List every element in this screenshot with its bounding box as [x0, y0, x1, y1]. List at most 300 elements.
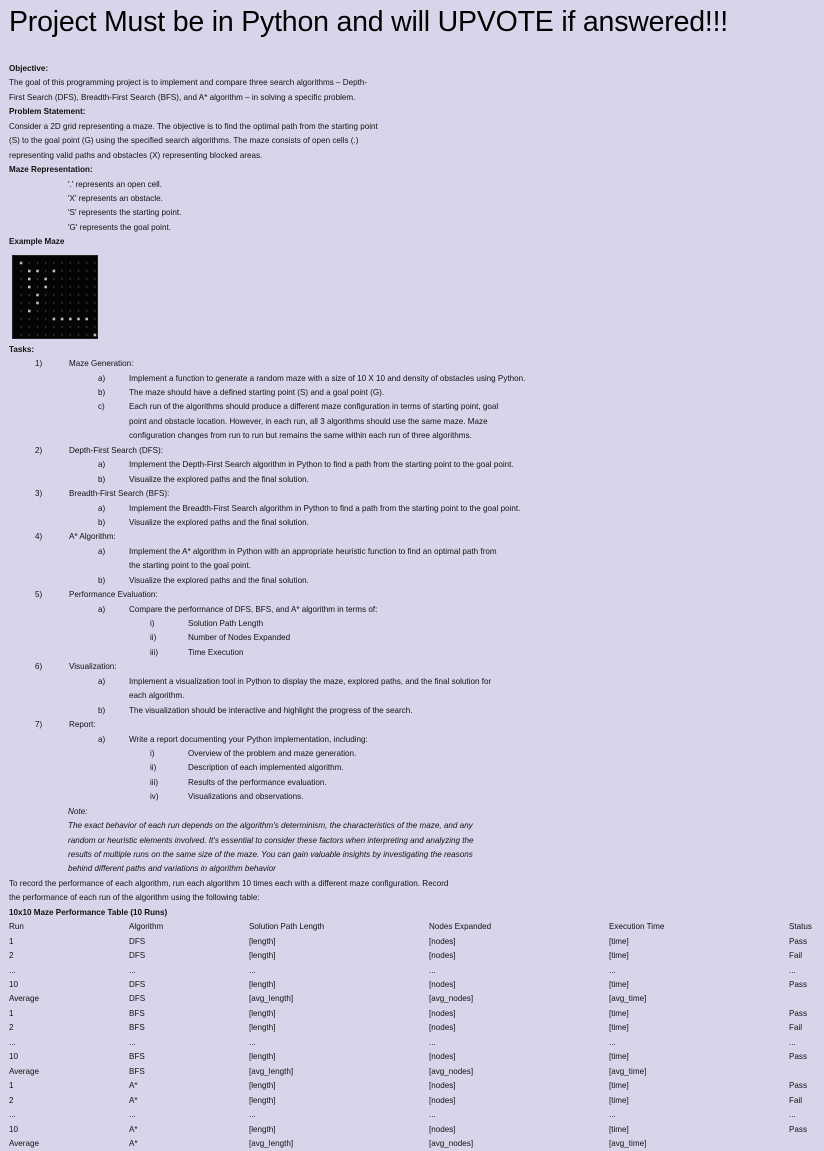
- maze-open-cell: [37, 262, 38, 263]
- subtask-text: Visualize the explored paths and the final solution.: [129, 474, 309, 484]
- maze-open-cell: [94, 318, 95, 319]
- maze-obstacle-cell: [36, 269, 39, 272]
- table-cell: Pass: [789, 980, 807, 989]
- table-cell: BFS: [129, 1066, 145, 1076]
- table-cell: [length]: [249, 951, 276, 961]
- table-cell: ...: [9, 1037, 16, 1047]
- objective-heading: Objective:: [9, 64, 49, 73]
- maze-open-cell: [94, 262, 95, 263]
- table-cell: [nodes]: [429, 1008, 456, 1018]
- subtask-item: [9, 458, 819, 472]
- point-text: Solution Path Length: [188, 619, 264, 628]
- subtask-item: [9, 603, 819, 617]
- maze-open-cell: [37, 326, 38, 327]
- table-cell: A*: [129, 1095, 138, 1105]
- maze-open-cell: [78, 262, 79, 263]
- maze-open-cell: [37, 334, 38, 335]
- subtask-point: [9, 776, 819, 790]
- table-cell: Average: [9, 1138, 39, 1148]
- table-cell: ...: [609, 1037, 616, 1047]
- objective-line: First Search (DFS), Breadth-First Search (BFS), and A* algorithm – in solving a specific problem.: [9, 92, 356, 102]
- table-row: [9, 1137, 819, 1151]
- maze-open-cell: [70, 286, 71, 287]
- table-cell: [time]: [609, 1124, 629, 1134]
- maze-open-cell: [45, 326, 46, 327]
- task-item: [9, 530, 819, 544]
- table-cell: 2: [9, 1095, 14, 1105]
- table-cell: [nodes]: [429, 1124, 456, 1134]
- task-number: 1): [35, 359, 43, 369]
- note-block: [9, 805, 518, 877]
- maze-open-cell: [86, 302, 87, 303]
- maze-open-cell: [53, 294, 54, 295]
- table-cell: [length]: [249, 1124, 276, 1134]
- maze-open-cell: [70, 278, 71, 279]
- table-cell: [time]: [609, 936, 629, 946]
- maze-rep-item: 'S' represents the starting point.: [68, 208, 182, 218]
- table-cell: 1: [9, 1081, 14, 1091]
- maze-rep-item: 'G' represents the goal point.: [68, 222, 171, 232]
- maze-open-cell: [29, 302, 30, 303]
- table-row: [9, 978, 819, 992]
- maze-open-cell: [78, 302, 79, 303]
- subtask-label: a): [98, 734, 106, 744]
- subtask-text: the starting point to the goal point.: [129, 561, 251, 571]
- maze-open-cell: [62, 286, 63, 287]
- table-cell: ...: [609, 1110, 616, 1120]
- column-header: Execution Time: [609, 922, 665, 932]
- table-cell: [time]: [609, 1052, 629, 1062]
- table-cell: ...: [609, 965, 616, 975]
- point-label: iv): [150, 792, 159, 802]
- table-cell: [nodes]: [429, 980, 456, 989]
- point-label: i): [150, 748, 155, 758]
- subtask-item: [9, 675, 819, 704]
- subtask-text: Write a report documenting your Python implementation, including:: [129, 734, 368, 744]
- table-cell: BFS: [129, 1008, 145, 1018]
- task-number: 3): [35, 489, 43, 499]
- table-cell: ...: [789, 1037, 796, 1047]
- table-cell: [length]: [249, 1023, 276, 1033]
- table-cell: [time]: [609, 951, 629, 961]
- column-header: Run: [9, 922, 24, 932]
- maze-obstacle-cell: [44, 277, 47, 280]
- maze-open-cell: [29, 326, 30, 327]
- maze-open-cell: [94, 294, 95, 295]
- table-row: [9, 992, 819, 1006]
- table-cell: [time]: [609, 1023, 629, 1033]
- maze-open-cell: [37, 286, 38, 287]
- subtask-label: b): [98, 575, 106, 585]
- subtask-point: [9, 617, 819, 631]
- maze-open-cell: [37, 278, 38, 279]
- table-row: [9, 1108, 819, 1122]
- maze-open-cell: [37, 318, 38, 319]
- maze-open-cell: [53, 262, 54, 263]
- document-body: [9, 62, 819, 1151]
- maze-open-cell: [62, 270, 63, 271]
- subtask-point: [9, 790, 819, 804]
- maze-obstacle-cell: [85, 317, 88, 320]
- maze-open-cell: [94, 302, 95, 303]
- maze-open-cell: [29, 294, 30, 295]
- task-number: 2): [35, 445, 43, 455]
- table-cell: Pass: [789, 936, 807, 946]
- record-line: To record the performance of each algorithm, run each algorithm 10 times each with a different maze configuration. Record: [9, 878, 449, 888]
- table-cell: A*: [129, 1138, 138, 1148]
- maze-open-cell: [86, 262, 87, 263]
- table-cell: [789, 1137, 819, 1151]
- subtask-text: Compare the performance of DFS, BFS, and A* algorithm in terms of:: [129, 604, 378, 614]
- problem-line: (S) to the goal point (G) using the specified search algorithms. The maze consists of open cells (.): [9, 136, 359, 146]
- table-cell: [time]: [609, 1008, 629, 1018]
- table-cell: ...: [9, 1110, 16, 1120]
- subtask-text: point and obstacle location. However, in each run, all 3 algorithms should use the same maze. Maze: [129, 416, 488, 426]
- table-cell: Average: [9, 1066, 39, 1076]
- maze-grid-graphic: [13, 256, 97, 338]
- maze-goal-cell: [94, 333, 97, 336]
- subtask-label: a): [98, 546, 106, 556]
- subtask-text: Each run of the algorithms should produce a different maze configuration in terms of starting point, goal: [129, 402, 499, 412]
- table-cell: 2: [9, 1023, 14, 1033]
- maze-open-cell: [29, 262, 30, 263]
- table-row: [9, 1123, 819, 1137]
- maze-obstacle-cell: [28, 277, 31, 280]
- task-item: [9, 357, 819, 371]
- table-cell: [length]: [249, 1095, 276, 1105]
- table-cell: [length]: [249, 1008, 276, 1018]
- table-body: [9, 935, 819, 1151]
- maze-open-cell: [70, 262, 71, 263]
- subtask-text: each algorithm.: [129, 691, 185, 701]
- subtask-item: [9, 473, 819, 487]
- subtask-text: Visualize the explored paths and the final solution.: [129, 575, 309, 585]
- subtask-text: Implement the A* algorithm in Python with an appropriate heuristic function to find an optimal path from: [129, 546, 497, 556]
- problem-heading: Problem Statement:: [9, 107, 86, 117]
- table-cell: Fail: [789, 1095, 803, 1105]
- maze-open-cell: [78, 334, 79, 335]
- table-cell: [time]: [609, 1081, 629, 1091]
- table-cell: BFS: [129, 1023, 145, 1033]
- table-cell: [length]: [249, 1052, 276, 1062]
- table-cell: ...: [129, 965, 136, 975]
- subtask-point: [9, 646, 819, 660]
- maze-open-cell: [78, 270, 79, 271]
- maze-open-cell: [86, 294, 87, 295]
- subtask-text: configuration changes from run to run but remains the same within each run of three algorithms.: [129, 431, 472, 441]
- note-line: random or heuristic elements involved. It's essential to consider these factors when interpreting and analyzing the: [68, 835, 474, 845]
- table-row: [9, 1065, 819, 1079]
- column-header: Status: [789, 922, 812, 932]
- point-text: Number of Nodes Expanded: [188, 633, 291, 643]
- maze-open-cell: [21, 302, 22, 303]
- maze-open-cell: [53, 286, 54, 287]
- maze-open-cell: [45, 302, 46, 303]
- table-cell: [length]: [249, 980, 276, 989]
- table-cell: ...: [429, 1110, 436, 1120]
- maze-open-cell: [70, 310, 71, 311]
- column-header: Solution Path Length: [249, 922, 325, 932]
- maze-open-cell: [21, 334, 22, 335]
- table-cell: DFS: [129, 936, 146, 946]
- table-cell: [time]: [609, 980, 629, 989]
- task-title: A* Algorithm:: [69, 532, 116, 542]
- point-text: Time Execution: [188, 647, 244, 657]
- example-maze-image: [12, 255, 98, 339]
- task-item: [9, 660, 819, 674]
- point-label: iii): [150, 777, 159, 787]
- maze-open-cell: [53, 334, 54, 335]
- subtask-point: [9, 747, 819, 761]
- maze-obstacle-cell: [28, 285, 31, 288]
- table-cell: 2: [9, 951, 14, 961]
- subtask-label: a): [98, 604, 106, 614]
- point-text: Overview of the problem and maze generation.: [188, 748, 357, 758]
- table-cell: [nodes]: [429, 1052, 456, 1062]
- maze-open-cell: [86, 326, 87, 327]
- subtask-item: [9, 545, 819, 574]
- table-row: [9, 1036, 819, 1050]
- maze-open-cell: [21, 270, 22, 271]
- performance-table: [9, 920, 819, 1151]
- table-cell: Fail: [789, 951, 803, 961]
- maze-open-cell: [78, 294, 79, 295]
- table-row: [9, 964, 819, 978]
- subtask-text: The maze should have a defined starting point (S) and a goal point (G).: [129, 388, 385, 397]
- point-label: i): [150, 619, 155, 628]
- maze-open-cell: [21, 286, 22, 287]
- subtask-point: [9, 631, 819, 645]
- problem-line: Consider a 2D grid representing a maze. The objective is to find the optimal path from the starting point: [9, 121, 378, 131]
- maze-open-cell: [37, 310, 38, 311]
- maze-open-cell: [53, 278, 54, 279]
- point-label: iii): [150, 647, 159, 657]
- maze-open-cell: [94, 326, 95, 327]
- maze-open-cell: [62, 278, 63, 279]
- maze-open-cell: [94, 270, 95, 271]
- maze-open-cell: [53, 302, 54, 303]
- subtask-item: [9, 400, 819, 443]
- table-cell: Average: [9, 994, 39, 1004]
- maze-open-cell: [86, 286, 87, 287]
- table-cell: DFS: [129, 994, 146, 1004]
- table-cell: [avg_time]: [609, 994, 647, 1004]
- maze-open-cell: [21, 326, 22, 327]
- maze-open-cell: [21, 294, 22, 295]
- maze-open-cell: [53, 310, 54, 311]
- maze-open-cell: [62, 262, 63, 263]
- maze-obstacle-cell: [53, 317, 56, 320]
- subtask-item: [9, 574, 819, 588]
- table-cell: Pass: [789, 1081, 807, 1091]
- subtask-label: a): [98, 676, 106, 686]
- table-cell: ...: [429, 965, 436, 975]
- point-text: Description of each implemented algorithm.: [188, 763, 344, 773]
- task-title: Maze Generation:: [69, 359, 134, 369]
- table-cell: ...: [129, 1110, 136, 1120]
- maze-open-cell: [62, 326, 63, 327]
- subtask-text: Implement the Breadth-First Search algorithm in Python to find a path from the starting point to the goal point.: [129, 503, 521, 513]
- subtask-label: b): [98, 474, 106, 484]
- maze-open-cell: [86, 334, 87, 335]
- table-cell: ...: [129, 1037, 136, 1047]
- table-cell: [nodes]: [429, 1081, 456, 1091]
- maze-open-cell: [70, 302, 71, 303]
- table-cell: DFS: [129, 980, 146, 989]
- maze-open-cell: [70, 326, 71, 327]
- table-cell: [length]: [249, 936, 276, 946]
- maze-open-cell: [78, 326, 79, 327]
- table-cell: A*: [129, 1124, 138, 1134]
- task-title: Performance Evaluation:: [69, 590, 158, 600]
- table-cell: 10: [9, 1124, 19, 1134]
- maze-start-cell: [20, 261, 23, 264]
- table-cell: [789, 992, 819, 1006]
- table-cell: 10: [9, 1052, 19, 1062]
- maze-open-cell: [62, 302, 63, 303]
- note-line: behind different paths and variations in algorithm behavior: [68, 864, 276, 874]
- maze-open-cell: [21, 278, 22, 279]
- task-number: 7): [35, 720, 43, 730]
- task-item: [9, 588, 819, 602]
- table-cell: [nodes]: [429, 951, 456, 961]
- task-title: Breadth-First Search (BFS):: [69, 489, 170, 499]
- table-cell: ...: [249, 1110, 256, 1120]
- maze-open-cell: [29, 318, 30, 319]
- table-cell: [nodes]: [429, 1095, 456, 1105]
- table-heading: 10x10 Maze Performance Table (10 Runs): [9, 907, 168, 917]
- subtask-text: Visualize the explored paths and the final solution.: [129, 517, 309, 527]
- table-row: [9, 949, 819, 963]
- tasks-list: [9, 357, 819, 805]
- note-heading: Note:: [68, 806, 88, 816]
- table-cell: ...: [789, 1110, 796, 1120]
- table-cell: Pass: [789, 1124, 807, 1134]
- table-cell: BFS: [129, 1052, 145, 1062]
- example-maze-heading: Example Maze: [9, 237, 65, 247]
- table-cell: A*: [129, 1081, 138, 1091]
- maze-obstacle-cell: [44, 285, 47, 288]
- column-header: Algorithm: [129, 922, 164, 932]
- subtask-text: Implement a function to generate a random maze with a size of 10 X 10 and density of obstacles using Python.: [129, 373, 526, 383]
- table-cell: [avg_time]: [609, 1066, 647, 1076]
- record-line: the performance of each run of the algorithm using the following table:: [9, 893, 260, 903]
- subtask-label: b): [98, 705, 106, 715]
- table-cell: DFS: [129, 951, 146, 961]
- table-cell: 1: [9, 1008, 14, 1018]
- task-number: 4): [35, 532, 43, 542]
- table-cell: ...: [249, 1037, 256, 1047]
- maze-open-cell: [78, 286, 79, 287]
- table-cell: [avg_time]: [609, 1138, 647, 1148]
- maze-obstacle-cell: [28, 269, 31, 272]
- objective-line: The goal of this programming project is to implement and compare three search algorithms – Depth-: [9, 78, 368, 88]
- maze-open-cell: [62, 334, 63, 335]
- table-cell: [789, 1065, 819, 1079]
- table-cell: [length]: [249, 1081, 276, 1091]
- task-number: 5): [35, 590, 43, 600]
- problem-line: representing valid paths and obstacles (X) representing blocked areas.: [9, 150, 263, 160]
- subtask-point: [9, 761, 819, 775]
- maze-open-cell: [86, 310, 87, 311]
- maze-open-cell: [70, 270, 71, 271]
- point-label: ii): [150, 633, 157, 643]
- table-cell: ...: [789, 965, 796, 975]
- maze-open-cell: [86, 270, 87, 271]
- table-cell: [avg_nodes]: [429, 994, 474, 1004]
- table-row: [9, 1050, 819, 1064]
- table-cell: 10: [9, 980, 19, 989]
- table-row: [9, 1007, 819, 1021]
- maze-open-cell: [86, 278, 87, 279]
- subtask-item: [9, 502, 819, 516]
- note-line: results of multiple runs on the same size of the maze. You can gain valuable insights by investigating the reasons: [68, 850, 473, 859]
- table-cell: [avg_nodes]: [429, 1066, 474, 1076]
- maze-representation-heading: Maze Representation:: [9, 165, 93, 175]
- table-cell: [avg_nodes]: [429, 1138, 474, 1148]
- task-title: Depth-First Search (DFS):: [69, 445, 163, 455]
- maze-open-cell: [21, 318, 22, 319]
- task-item: [9, 444, 819, 458]
- maze-obstacle-cell: [77, 317, 80, 320]
- table-cell: [time]: [609, 1095, 629, 1105]
- maze-rep-item: 'X' represents an obstacle.: [68, 193, 163, 203]
- maze-obstacle-cell: [69, 317, 72, 320]
- table-row: [9, 1079, 819, 1093]
- table-cell: ...: [9, 965, 16, 975]
- task-number: 6): [35, 662, 43, 672]
- column-header: Nodes Expanded: [429, 922, 492, 932]
- maze-open-cell: [94, 278, 95, 279]
- table-cell: [avg_length]: [249, 994, 294, 1004]
- maze-open-cell: [94, 286, 95, 287]
- subtask-item: [9, 372, 819, 386]
- point-label: ii): [150, 763, 157, 773]
- subtask-label: b): [98, 388, 106, 397]
- table-cell: [avg_length]: [249, 1066, 294, 1076]
- table-cell: Pass: [789, 1052, 807, 1062]
- maze-open-cell: [70, 334, 71, 335]
- subtask-item: [9, 386, 819, 400]
- table-cell: Fail: [789, 1023, 803, 1033]
- maze-open-cell: [21, 310, 22, 311]
- task-item: [9, 718, 819, 732]
- table-cell: [nodes]: [429, 1023, 456, 1033]
- table-row: [9, 1021, 819, 1035]
- maze-open-cell: [45, 318, 46, 319]
- table-cell: ...: [429, 1037, 436, 1047]
- maze-obstacle-cell: [28, 309, 31, 312]
- subtask-item: [9, 704, 819, 718]
- maze-open-cell: [94, 310, 95, 311]
- table-cell: [avg_length]: [249, 1138, 294, 1148]
- maze-open-cell: [45, 270, 46, 271]
- table-cell: ...: [249, 965, 256, 975]
- maze-open-cell: [29, 334, 30, 335]
- maze-open-cell: [53, 326, 54, 327]
- subtask-text: Implement the Depth-First Search algorithm in Python to find a path from the starting point to the goal point.: [129, 460, 514, 470]
- maze-open-cell: [78, 278, 79, 279]
- note-line: The exact behavior of each run depends on the algorithm's determinism, the characteristics of the maze, and any: [68, 821, 473, 831]
- task-item: [9, 487, 819, 501]
- task-title: Visualization:: [69, 662, 117, 672]
- subtask-label: a): [98, 503, 106, 513]
- maze-open-cell: [45, 310, 46, 311]
- subtask-label: a): [98, 460, 106, 470]
- task-title: Report:: [69, 720, 96, 730]
- point-text: Results of the performance evaluation.: [188, 777, 327, 787]
- subtask-item: [9, 733, 819, 747]
